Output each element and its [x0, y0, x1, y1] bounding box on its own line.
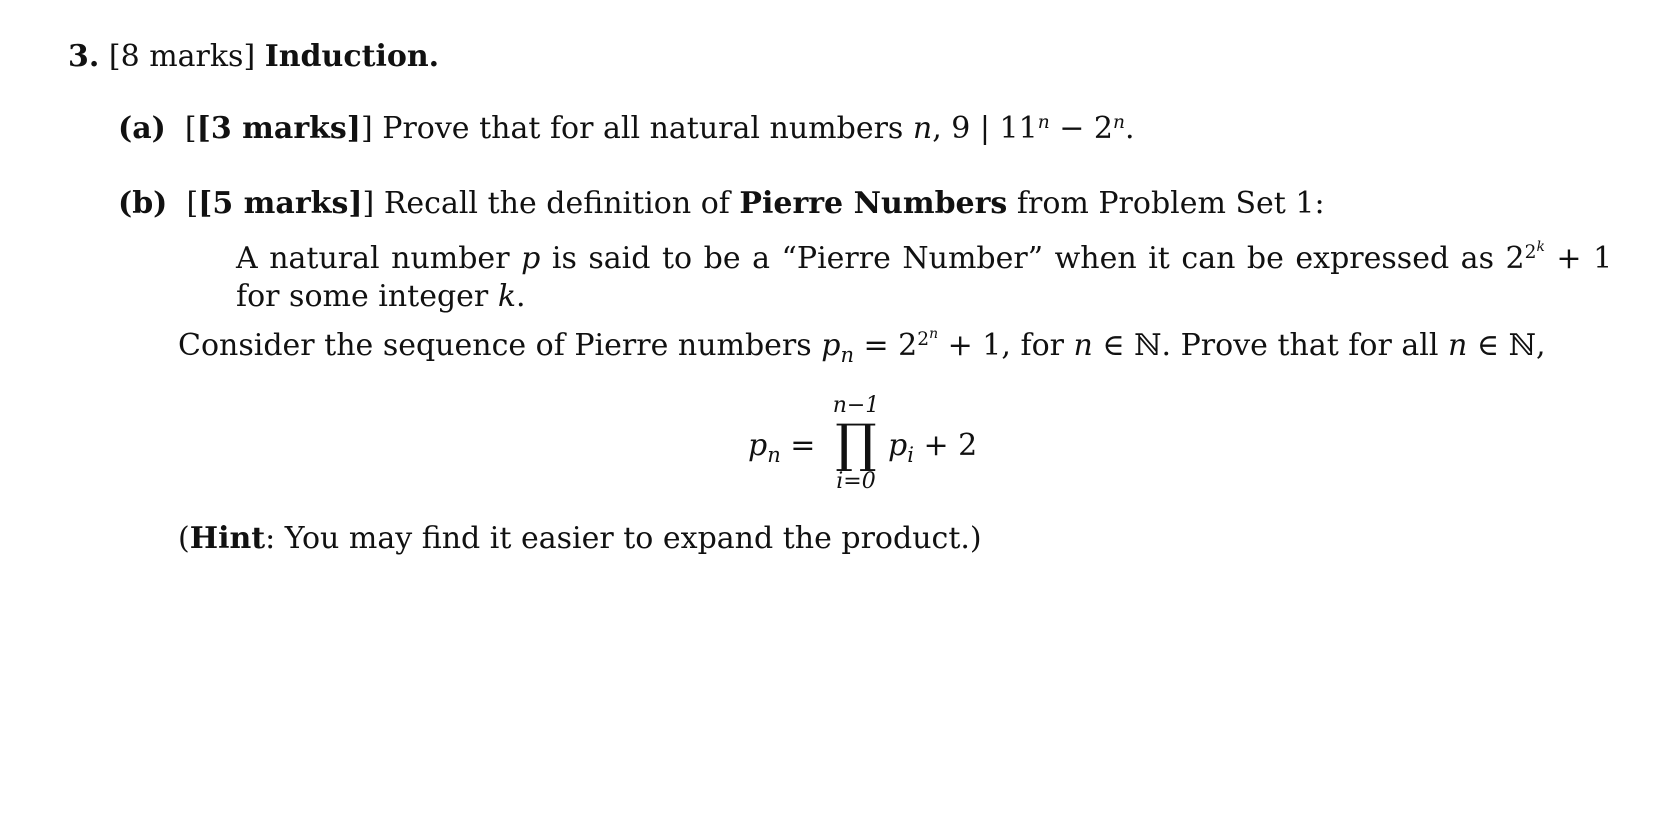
equation-lhs [748, 428, 815, 467]
part-b-marks: [5 marks] [198, 186, 363, 221]
consider-c: ∈ ℕ. Prove that for all [1092, 328, 1439, 363]
consider-eq: = 2 [853, 328, 918, 363]
def-line2-a: for some integer [236, 279, 489, 314]
problem-marks: [8 marks] [108, 39, 256, 74]
consider-exponent [917, 325, 939, 350]
definition-line-2 [236, 278, 526, 316]
hint-line [178, 520, 982, 558]
part-a [118, 110, 1135, 148]
part-b-marks-bracket: [[5 marks]] [186, 186, 375, 221]
part-a-marks: [3 marks] [196, 111, 361, 146]
part-a-minus-two: − 2 [1049, 111, 1113, 146]
product-symbol: ∏ [835, 414, 877, 474]
equation-lhs-p: p [748, 428, 768, 463]
part-b-intro-after: from Problem Set 1: [1016, 186, 1325, 221]
product-operator [826, 394, 886, 494]
part-a-exp-n2: n [1113, 111, 1125, 133]
part-b-intro [118, 185, 1325, 223]
def-line1-b: is said to be a “Pierre Number” when it can be expressed as 2 [551, 241, 1525, 276]
def-exponent [1524, 238, 1545, 263]
def-var-p: p [521, 241, 541, 276]
consider-a: Consider the sequence of Pierre numbers [178, 328, 812, 363]
product-upper-limit: n−1 [832, 393, 880, 418]
problem-number: 3. [68, 39, 100, 74]
part-a-label: (a) [118, 111, 166, 146]
def-line2-b: . [516, 279, 526, 314]
def-line1-a: A natural number [236, 241, 510, 276]
definition-line-1 [236, 240, 1612, 278]
consider-exp-n: n [929, 325, 939, 342]
consider-line [178, 327, 1546, 374]
consider-d: ∈ ℕ, [1467, 328, 1546, 363]
consider-n1: n [1073, 328, 1093, 363]
hint-label: Hint [189, 521, 266, 556]
part-a-var-n: n [912, 111, 933, 146]
equation-lhs-sub: n [767, 443, 781, 467]
part-a-text: Prove that for all natural numbers [382, 111, 904, 146]
equation-rhs [888, 428, 977, 467]
part-a-marks-bracket: [[3 marks]] [184, 111, 373, 146]
equation-equals: = [780, 428, 816, 463]
consider-n2: n [1447, 328, 1468, 363]
consider-sub-n: n [840, 343, 854, 367]
equation-rhs-tail: + 2 [913, 428, 978, 463]
def-var-k: k [497, 279, 516, 314]
product-lower-limit: i=0 [836, 469, 876, 494]
part-b-intro-before: Recall the definition of [383, 186, 730, 221]
problem-title: Induction. [264, 39, 440, 74]
equation-rhs-sub: i [907, 443, 914, 467]
equation-rhs-p: p [888, 428, 908, 463]
def-exp-base: 2 [1524, 241, 1537, 263]
def-plus-one: + 1 [1544, 241, 1613, 276]
part-a-period: . [1124, 111, 1135, 146]
def-exp-k: k [1536, 238, 1545, 255]
consider-b: + 1, for [938, 328, 1064, 363]
hint-text: : You may find it easier to expand the product.) [265, 521, 982, 556]
hint-open: ( [178, 521, 190, 556]
part-b-term: Pierre Numbers [739, 186, 1008, 221]
part-a-statement: , 9 | 11 [932, 111, 1038, 146]
consider-exp-base: 2 [917, 328, 930, 350]
part-a-exp-n1: n [1037, 111, 1050, 133]
problem-heading [68, 38, 439, 76]
part-b-label: (b) [118, 186, 168, 221]
consider-pn: p [821, 328, 841, 363]
